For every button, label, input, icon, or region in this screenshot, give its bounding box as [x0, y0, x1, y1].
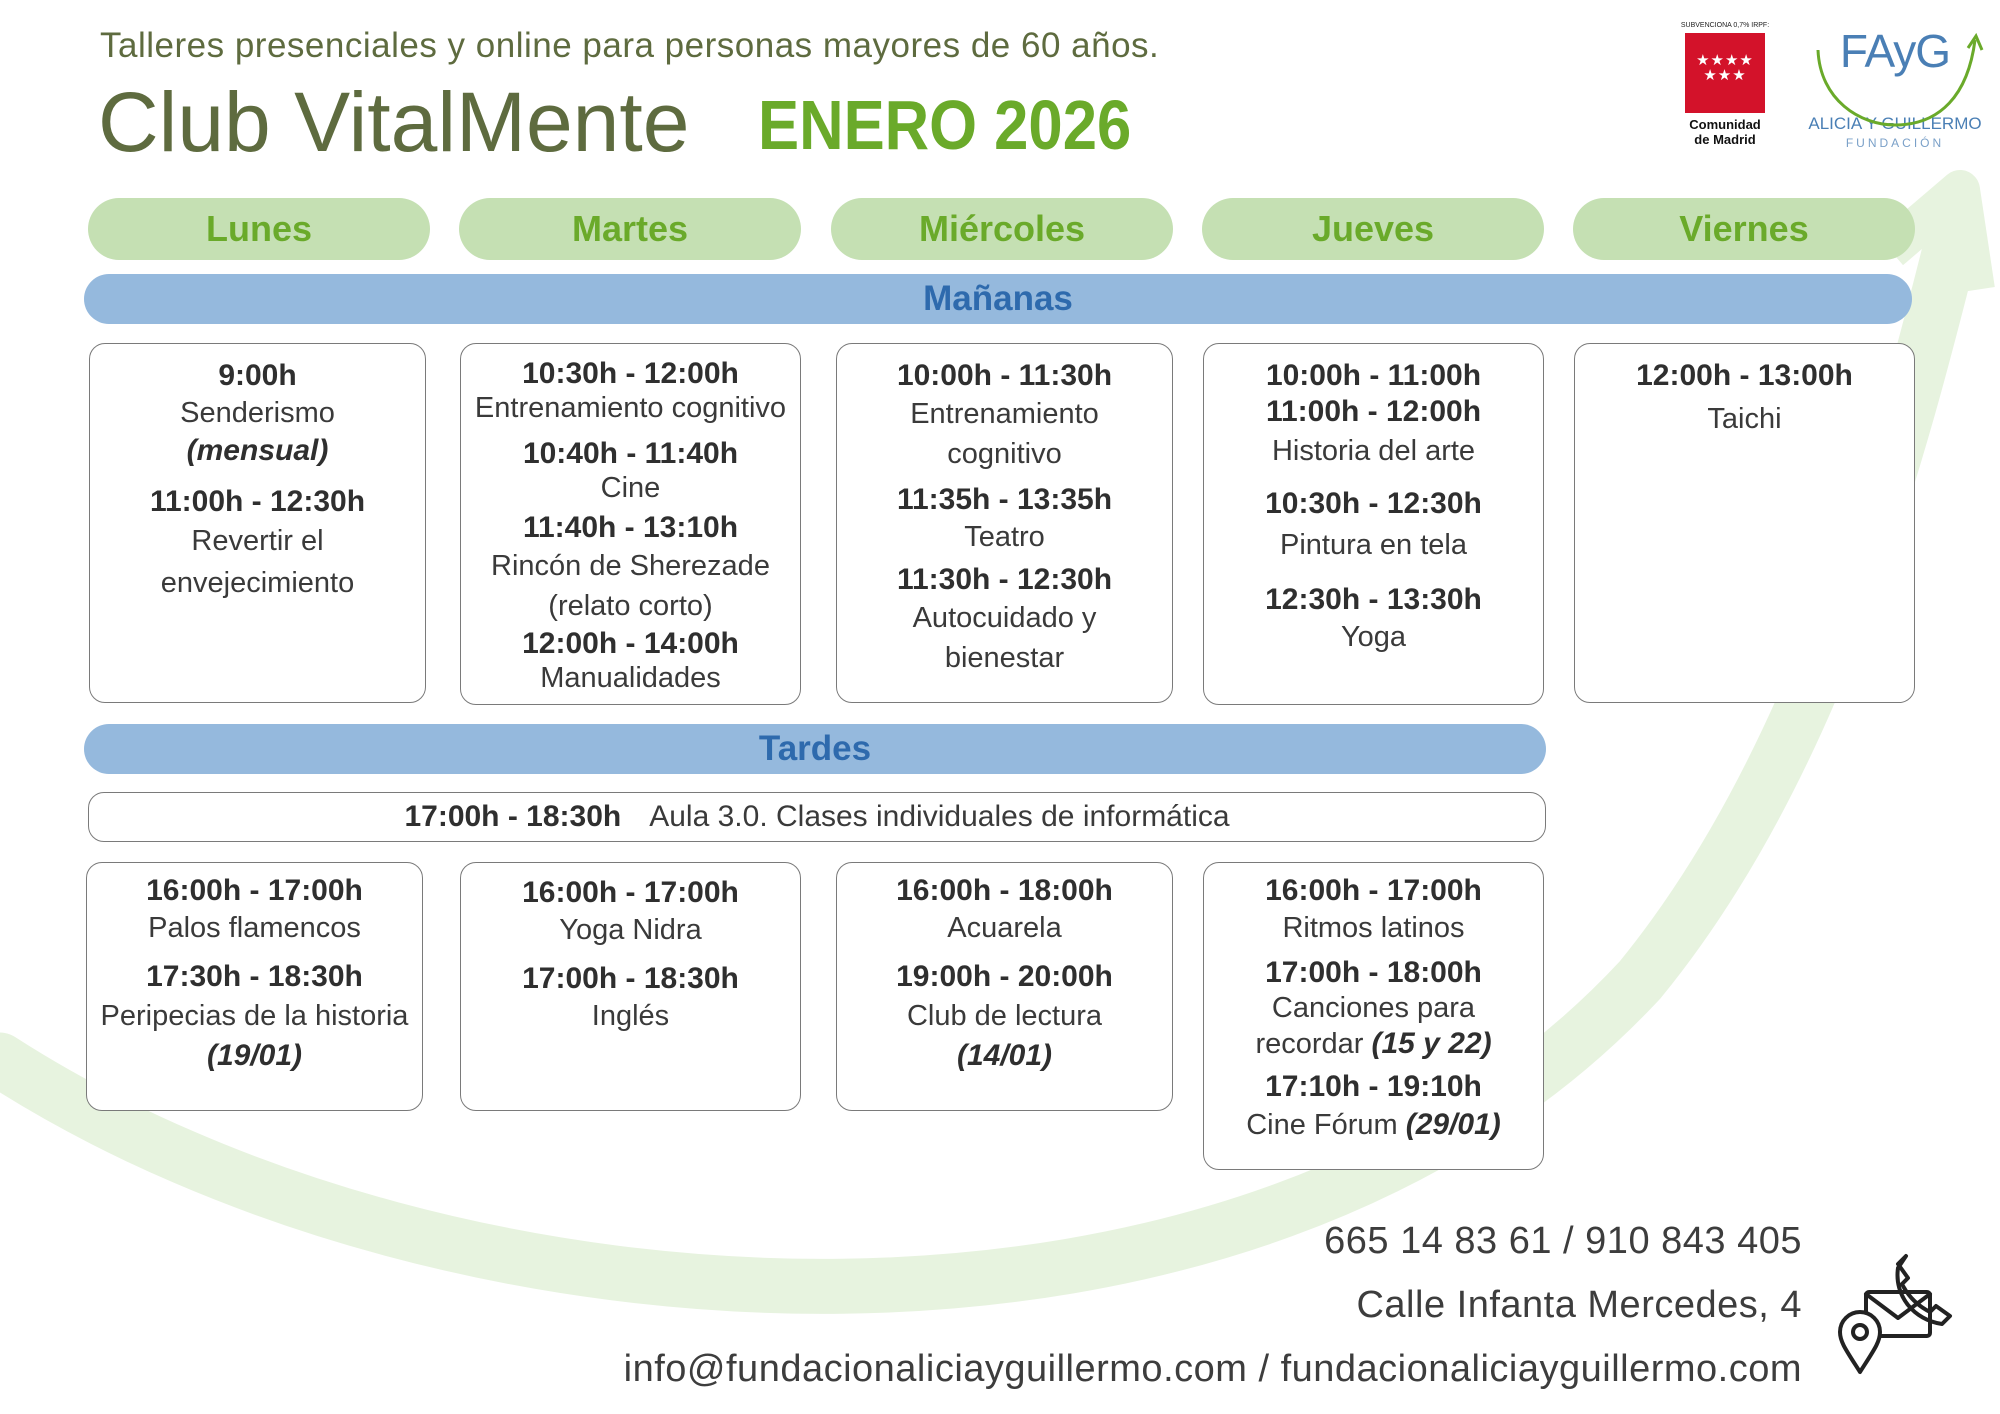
session-activity: Rincón de Sherezade (relato corto) — [491, 550, 770, 622]
session-time: 9:00h — [218, 359, 297, 392]
session-activity: Taichi — [1707, 403, 1782, 435]
session-time: 10:00h - 11:00h — [1265, 359, 1482, 392]
session-activity: Cine — [600, 472, 661, 504]
contact-phones: 665 14 83 61 / 910 843 405 — [1324, 1220, 1802, 1262]
session-time: 12:00h - 13:00h — [1636, 359, 1853, 392]
madrid-logo-name-2: de Madrid — [1694, 132, 1756, 147]
fayg-arc-icon — [1800, 20, 1990, 140]
madrid-logo-name-1: Comunidad — [1689, 117, 1761, 132]
session-activity: Entrenamiento cognitivo — [474, 392, 787, 424]
session-time: 16:00h - 17:00h — [1265, 874, 1482, 907]
header-subtitle: Talleres presenciales y online para personas mayores de 60 años. — [100, 26, 1160, 65]
session-time: 11:40h - 13:10h — [522, 511, 739, 544]
madrid-stars-icon: ★★★★ ★★★ — [1696, 52, 1754, 84]
card-martes-manana — [460, 343, 801, 705]
fayg-name: ALICIA Y GUILLERMO — [1808, 114, 1982, 133]
card-jueves-tarde — [1203, 862, 1544, 1170]
session-activity: Manualidades — [540, 662, 721, 694]
session-time: 10:40h - 11:40h — [522, 437, 739, 470]
day-header-martes: Martes — [459, 198, 801, 260]
informatica-time: 17:00h - 18:30h — [404, 800, 622, 833]
session-time: 11:00h - 12:00h — [1265, 395, 1482, 428]
session-time: 17:00h - 18:30h — [522, 962, 739, 995]
month-label: ENERO 2026 — [758, 86, 1132, 164]
day-header-lunes: Lunes — [88, 198, 430, 260]
session-activity: recordar (15 y 22) — [1255, 1027, 1492, 1060]
session-note: (15 y 22) — [1371, 1027, 1492, 1060]
card-miercoles-manana — [836, 343, 1173, 703]
location-pin-icon — [1840, 1312, 1880, 1372]
session-activity: Yoga — [1340, 621, 1407, 653]
session-time: 16:00h - 18:00h — [896, 874, 1113, 907]
session-time: 12:00h - 14:00h — [522, 627, 739, 660]
session-time: 11:30h - 12:30h — [896, 563, 1113, 596]
session-time: 17:30h - 18:30h — [146, 960, 363, 993]
session-time: 10:30h - 12:30h — [1265, 487, 1482, 520]
session-activity: Teatro — [964, 521, 1045, 553]
session-activity: Autocuidado y bienestar — [912, 602, 1097, 674]
session-activity: Club de lectura — [906, 1000, 1103, 1032]
day-header-miercoles: Miércoles — [831, 198, 1173, 260]
session-activity: Historia del arte — [1271, 435, 1476, 467]
card-viernes-manana — [1574, 343, 1915, 703]
session-activity: Pintura en tela — [1279, 529, 1467, 561]
session-time: 10:30h - 12:00h — [522, 357, 739, 390]
session-time: 17:10h - 19:10h — [1265, 1070, 1482, 1103]
session-note: (19/01) — [206, 1039, 303, 1072]
session-activity: Peripecias de la historia — [100, 1000, 409, 1032]
session-activity: Inglés — [591, 1000, 670, 1032]
contact-email-web: info@fundacionaliciayguillermo.com / fundacionaliciayguillermo.com — [623, 1348, 1802, 1390]
fayg-subname: FUNDACIÓN — [1845, 136, 1945, 150]
contact-icon — [1836, 1250, 1976, 1380]
informatica-activity: Aula 3.0. Clases individuales de informática — [649, 800, 1230, 833]
page-title: Club VitalMente — [98, 75, 690, 169]
session-time: 11:35h - 13:35h — [896, 483, 1113, 516]
card-jueves-manana — [1203, 343, 1544, 705]
session-activity: Cine Fórum (29/01) — [1246, 1108, 1501, 1141]
fundacion-alicia-guillermo-logo — [1800, 20, 1990, 150]
session-activity: Ritmos latinos — [1282, 912, 1465, 944]
card-lunes-tarde — [86, 862, 423, 1111]
day-header-viernes: Viernes — [1573, 198, 1915, 260]
day-header-jueves: Jueves — [1202, 198, 1544, 260]
fayg-monogram: FAyG — [1839, 25, 1951, 77]
section-bar-tardes: Tardes — [84, 724, 1546, 774]
madrid-flag-icon — [1685, 33, 1765, 113]
card-miercoles-tarde — [836, 862, 1173, 1111]
session-activity: Senderismo — [180, 397, 335, 429]
session-note: (14/01) — [956, 1039, 1053, 1072]
session-note: (29/01) — [1405, 1108, 1501, 1141]
session-activity: Acuarela — [947, 912, 1062, 944]
section-bar-mananas: Mañanas — [84, 274, 1912, 324]
informatica-row — [88, 792, 1546, 842]
session-time: 17:00h - 18:00h — [1265, 956, 1482, 989]
session-time: 16:00h - 17:00h — [146, 874, 363, 907]
session-activity: Entrenamiento cognitivo — [910, 398, 1099, 470]
session-activity: Yoga Nidra — [559, 914, 702, 946]
comunidad-madrid-logo — [1675, 22, 1775, 147]
card-martes-tarde — [460, 862, 801, 1111]
card-lunes-manana — [89, 343, 426, 703]
session-time: 12:30h - 13:30h — [1265, 583, 1482, 616]
session-activity: Revertir el envejecimiento — [160, 525, 355, 599]
session-activity: Canciones para — [1271, 992, 1476, 1024]
madrid-logo-caption: SUBVENCIONA 0,7% IRPF: — [1680, 22, 1770, 29]
session-activity: Palos flamencos — [148, 912, 361, 944]
session-note: (mensual) — [186, 434, 329, 467]
session-time: 19:00h - 20:00h — [896, 960, 1113, 993]
session-time: 11:00h - 12:30h — [149, 485, 366, 518]
session-time: 10:00h - 11:30h — [896, 359, 1113, 392]
contact-address: Calle Infanta Mercedes, 4 — [1356, 1284, 1802, 1326]
session-time: 16:00h - 17:00h — [522, 876, 739, 909]
